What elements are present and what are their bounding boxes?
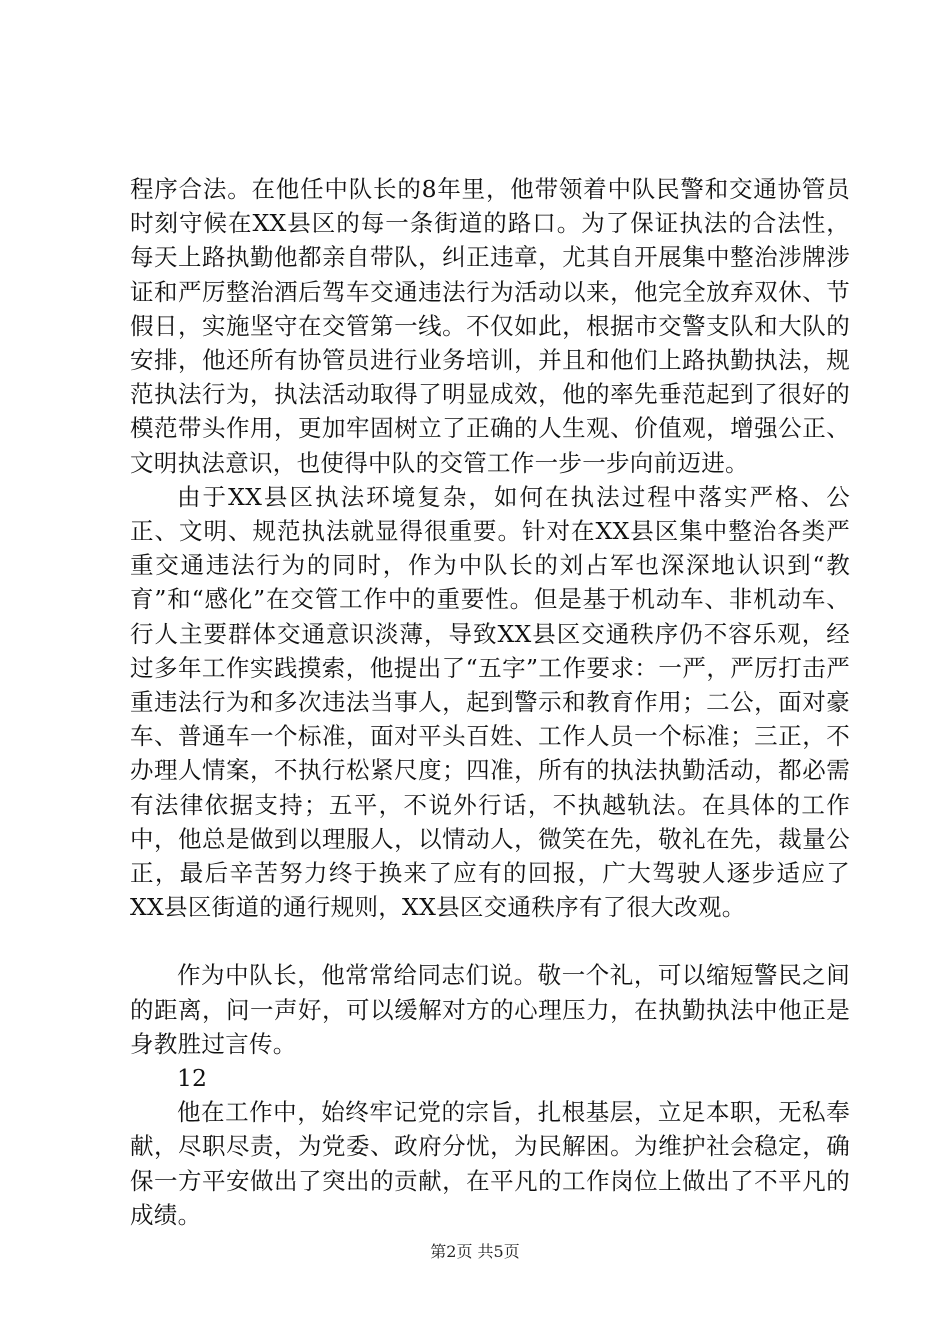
paragraph-1: 程序合法。在他任中队长的8年里，他带领着中队民警和交通协管员时刻守候在XX县区的每一条街道的路口。为了保证执法的合法性，每天上路执勤他都亲自带队，纠正违章，尤其自开展集中整治涉牌涉证和严厉整治酒后驾车交通违法行为活动以来，他完全放弃双休、节假日，实施坚守在交管第一线。不仅如此，根据市交警支队和大队的安排，他还所有协管员进行业务培训，并且和他们上路执勤执法，规范执法行为，执法活动取得了明显成效，他的率先垂范起到了很好的模范带头作用，更加牢固树立了正确的人生观、价值观，增强公正、文明执法意识，也使得中队的交管工作一步一步向前迈进。 [130,175,850,477]
page-footer: 第2页 共5页 [430,1242,520,1261]
paragraph-3: 作为中队长，他常常给同志们说。敬一个礼，可以缩短警民之间的距离，问一声好，可以缓解对方的心理压力，在执勤执法中他正是身教胜过言传。 [130,961,850,1058]
paragraph-2: 由于XX县区执法环境复杂，如何在执法过程中落实严格、公正、文明、规范执法就显得很重要。针对在XX县区集中整治各类严重交通违法行为的同时，作为中队长的刘占军也深深地认识到“教育”和“感化”在交管工作中的重要性。但是基于机动车、非机动车、行人主要群体交通意识淡薄，导致XX县区交通秩序仍不容乐观，经过多年工作实践摸索，他提出了“五字”工作要求：一严，严厉打击严重违法行为和多次违法当事人，起到警示和教育作用；二公，面对豪车、普通车一个标准，面对平头百姓、工作人员一个标准；三正，不办理人情案，不执行松紧尺度；四准，所有的执法执勤活动，都必需有法律依据支持；五平，不说外行话，不执越轨法。在具体的工作中，他总是做到以理服人，以情动人，微笑在先，敬礼在先，裁量公正，最后辛苦努力终于换来了应有的回报，广大驾驶人逐步适应了XX县区街道的通行规则，XX县区交通秩序有了很大改观。 [130,482,850,922]
document-body [130,172,850,1232]
paragraph-4: 他在工作中，始终牢记党的宗旨，扎根基层，立足本职，无私奉献，尽职尽责，为党委、政府分忧，为民解困。为维护社会稳定，确保一方平安做出了突出的贡献，在平凡的工作岗位上做出了不平凡的成绩。 [130,1098,850,1229]
number-line: 12 [177,1064,207,1093]
